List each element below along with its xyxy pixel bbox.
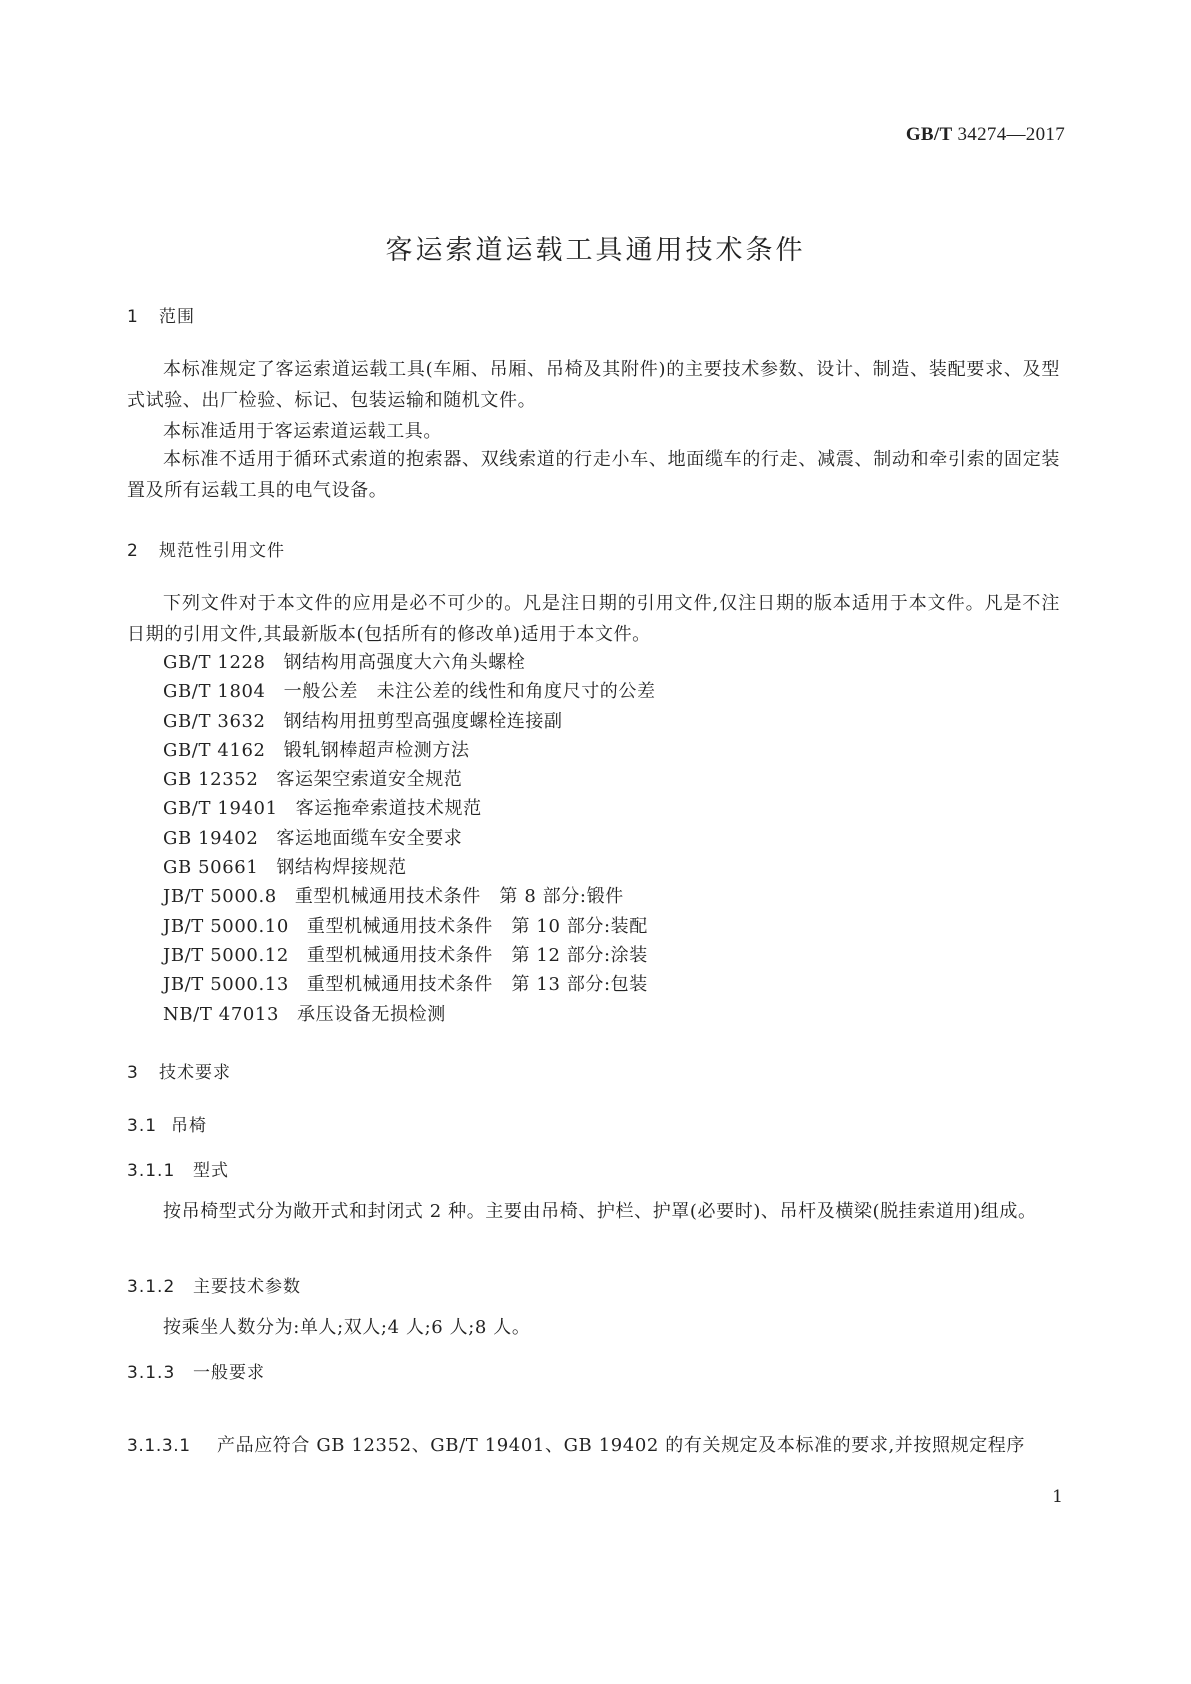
reference-list: [163, 648, 656, 1029]
section-3-1-3-heading: 3.1.3 一般要求: [127, 1363, 265, 1383]
standard-code: GB/T 34274—2017: [905, 124, 1065, 145]
reference-item: GB 12352 客运架空索道安全规范: [163, 769, 463, 791]
section-1-paragraph-2: 本标准适用于客运索道运载工具。: [163, 421, 442, 442]
section-3-1-1-text: 按吊椅型式分为敞开式和封闭式 2 种。主要由吊椅、护栏、护罩(必要时)、吊杆及横梁(脱挂索道用)组成。: [163, 1201, 1037, 1222]
reference-item: GB/T 1804 一般公差 未注公差的线性和角度尺寸的公差: [163, 681, 656, 703]
reference-item: JB/T 5000.12 重型机械通用技术条件 第 12 部分:涂装: [163, 944, 648, 966]
section-3-1-1-heading: 3.1.1 型式: [127, 1161, 229, 1181]
page-number: 1: [1052, 1487, 1063, 1507]
reference-item: GB/T 4162 锻轧钢棒超声检测方法: [163, 739, 470, 761]
clause-3-1-3-1: 3.1.3.1 产品应符合 GB 12352、GB/T 19401、GB 19402 的有关规定及本标准的要求,并按照规定程序: [127, 1435, 1025, 1456]
section-2-heading: 2 规范性引用文件: [127, 541, 285, 561]
section-1-heading: 1 范围: [127, 307, 195, 327]
section-2-intro: 下列文件对于本文件的应用是必不可少的。凡是注日期的引用文件,仅注日期的版本适用于本文件。凡是不注日期的引用文件,其最新版本(包括所有的修改单)适用于本文件。: [127, 593, 1060, 645]
section-3-heading: 3 技术要求: [127, 1063, 231, 1083]
section-3-1-2-heading: 3.1.2 主要技术参数: [127, 1277, 301, 1297]
reference-item: JB/T 5000.13 重型机械通用技术条件 第 13 部分:包装: [163, 974, 648, 996]
reference-item: JB/T 5000.8 重型机械通用技术条件 第 8 部分:锻件: [163, 886, 624, 908]
section-3-1-2-text: 按乘坐人数分为:单人;双人;4 人;6 人;8 人。: [163, 1317, 531, 1338]
document-title: 客运索道运载工具通用技术条件: [385, 235, 806, 266]
reference-item: JB/T 5000.10 重型机械通用技术条件 第 10 部分:装配: [163, 915, 648, 937]
reference-item: GB/T 1228 钢结构用高强度大六角头螺栓: [163, 652, 526, 673]
section-1-paragraph-1: 本标准规定了客运索道运载工具(车厢、吊厢、吊椅及其附件)的主要技术参数、设计、制造、装配要求、及型式试验、出厂检验、标记、包装运输和随机文件。: [127, 359, 1060, 411]
section-3-1-heading: 3.1 吊椅: [127, 1116, 207, 1136]
reference-item: GB/T 19401 客运拖牵索道技术规范: [163, 798, 482, 820]
reference-item: GB 50661 钢结构焊接规范: [163, 857, 407, 879]
section-1-paragraph-3: 本标准不适用于循环式索道的抱索器、双线索道的行走小车、地面缆车的行走、减震、制动和牵引索的固定装置及所有运载工具的电气设备。: [127, 449, 1060, 501]
reference-item: NB/T 47013 承压设备无损检测: [163, 1003, 446, 1025]
reference-item: GB 19402 客运地面缆车安全要求: [163, 827, 463, 849]
reference-item: GB/T 3632 钢结构用扭剪型高强度螺栓连接副: [163, 710, 563, 732]
